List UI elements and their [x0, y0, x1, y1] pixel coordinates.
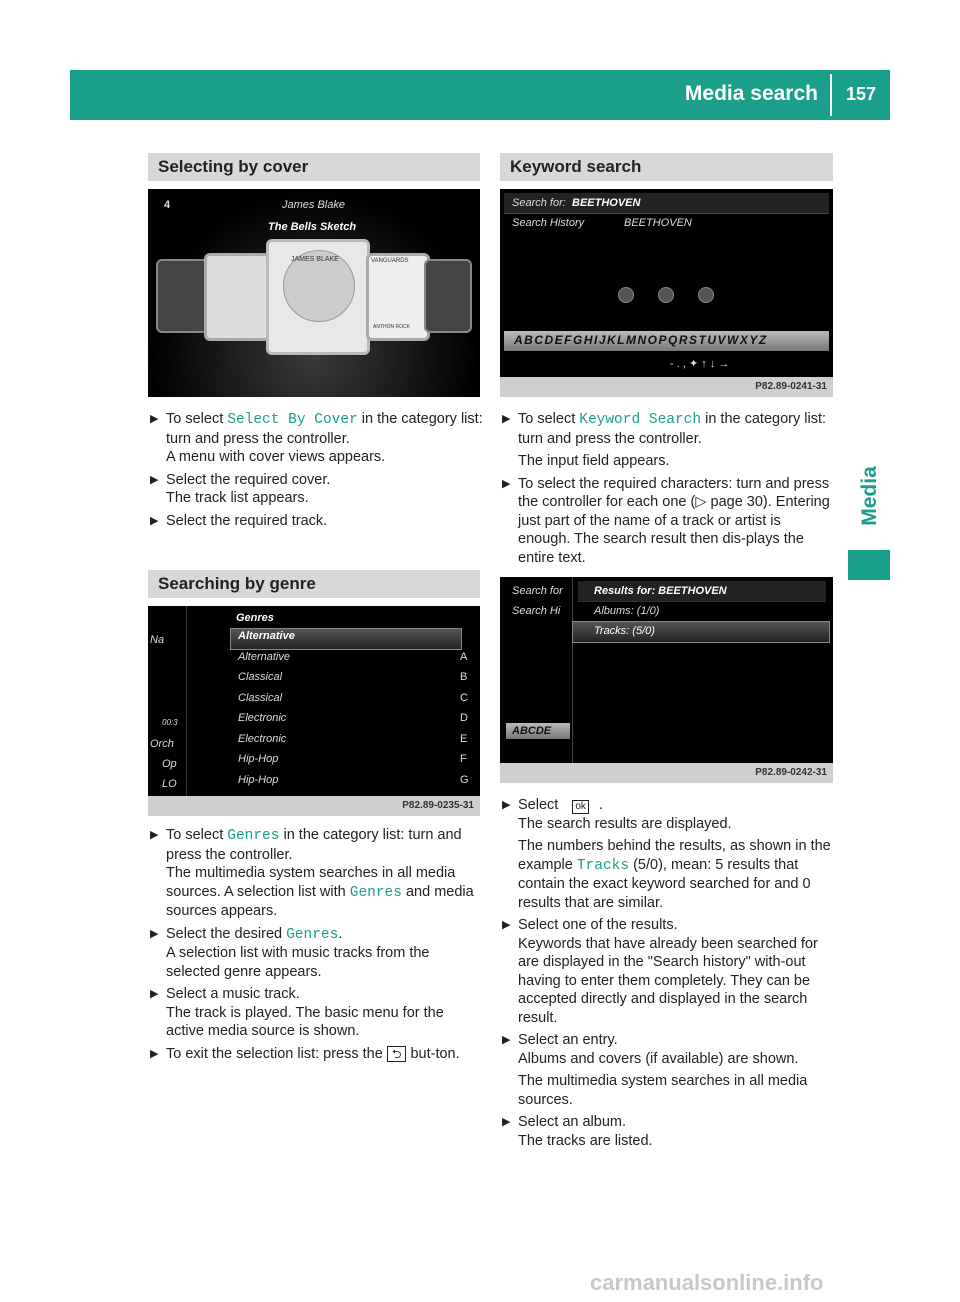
- site-watermark: carmanualsonline.info: [590, 1270, 824, 1295]
- cover-steps: ▶ To select Select By Cover in the category list: turn and press the controller. A menu with cover views appears. ▶ Select the required cover. The track list appears. ▶ Select the required track.: [150, 411, 483, 529]
- genre-screenshot: Genres Na 00:3 Orch Op LO Alternative Alternative A Classical B Classical C Electronic D Electronic E Hip-Hop F Hip-Hop G P82.89-0235-31: [148, 606, 480, 816]
- genre-row: Alternative: [238, 630, 295, 642]
- genre-caption: P82.89-0235-31: [148, 796, 480, 816]
- cover-number: 4: [164, 199, 171, 211]
- page-header: [70, 70, 890, 120]
- keyword-steps-2: ▶ Select ok . The search results are displayed. The numbers behind the results, as shown in the example Tracks (5/0), mean: 5 results that contain the exact keyword searched for and 0 results that are similar. ▶ Select one of the results. Keywords that have already been searched for are displayed in the "Search history" with-out having to enter them completely. They can be accepted directly and displayed in the search result. ▶ Select an entry. Albums and covers (if available) are shown. The multimedia system searches in all media sources. ▶ Select an album. The tracks are listed.: [502, 797, 831, 1149]
- genre-row: Hip-Hop: [238, 753, 279, 765]
- keyword-screenshot-2: Search for Search Hi Results for: BEETHOVEN Albums: (1/0) Tracks: (5/0) ABCDE P82.89-0242-31: [500, 577, 833, 783]
- right-album: VANGUARDS: [371, 258, 409, 264]
- genre-letter: E: [460, 732, 468, 745]
- cover-thumb-1: [156, 259, 210, 333]
- cover-thumb-5: [424, 259, 472, 333]
- genre-letter: C: [460, 691, 468, 704]
- section-heading-cover: Selecting by cover: [148, 153, 480, 181]
- link-keyword-search: Keyword Search: [579, 412, 702, 428]
- genre-row: Alternative: [238, 650, 290, 663]
- cover-thumb-2: [204, 253, 270, 341]
- cover-thumb-4: [366, 253, 430, 341]
- cover-screenshot: [148, 189, 480, 397]
- alphabet-strip: ABCDEFGHIJKLMNOPQRSTUVWXYZ: [514, 333, 768, 347]
- page-number: 157: [845, 84, 876, 104]
- genre-letter: F: [460, 753, 467, 765]
- header-divider: [830, 74, 832, 116]
- side-tab: [848, 440, 890, 580]
- cover-thumb-center: [266, 239, 370, 355]
- ok-icon: ok: [572, 800, 589, 814]
- genre-steps: ▶ To select Genres in the category list: turn and press the controller. The multimedia system searches in all media sources. A selection list with Genres and media sources appears. ▶ Select the desired Genres. A selection list with music tracks from the selected genre appears. ▶ Select a music track. The track is played. The basic menu for the active media source is shown. ▶ To exit the selection list: press the ⮌ but-ton.: [150, 827, 474, 1062]
- header-title: Media search: [684, 82, 818, 105]
- genre-row: Classical: [238, 671, 283, 683]
- keyword-steps: ▶ To select Keyword Search in the category list: turn and press the controller. The input field appears. ▶ To select the required characters: turn and press the controller for each one (▷ page 30). Entering just part of the name of a track or artist is enough. The search result then dis-plays the entire text.: [502, 411, 830, 566]
- back-button-icon: ⮌: [387, 1046, 407, 1062]
- cover-artist: James Blake: [282, 199, 345, 211]
- genre-row: Hip-Hop: [238, 773, 279, 786]
- cover-album: The Bells Sketch: [268, 221, 357, 233]
- keyword-caption-1: P82.89-0241-31: [500, 377, 833, 397]
- keyword-caption-2: P82.89-0242-31: [500, 763, 833, 783]
- genre-letter: B: [460, 671, 468, 683]
- link-select-by-cover: Select By Cover: [227, 412, 358, 428]
- side-tab-block: [848, 550, 890, 580]
- keyword-screenshot-1: Search for: BEETHOVEN Search History BEETHOVEN ABCDEFGHIJKLMNOPQRSTUVWXYZ - . , ✦ ↑ ↓ → P82.89-0241-31: [500, 189, 833, 397]
- genre-letter: D: [460, 712, 468, 724]
- section-heading-keyword: Keyword search: [500, 153, 833, 181]
- genre-row: Classical: [238, 691, 283, 704]
- right-sub: ANTHON ROCK: [373, 324, 410, 330]
- genre-letter: G: [460, 773, 469, 786]
- genre-row: Electronic: [238, 732, 287, 745]
- link-genres: Genres: [227, 828, 280, 844]
- genre-row: Electronic: [238, 712, 287, 724]
- side-tab-label: Media: [858, 465, 881, 526]
- genre-title: Genres: [236, 612, 274, 624]
- genre-letter: A: [460, 650, 468, 663]
- section-heading-genre: Searching by genre: [148, 570, 480, 598]
- disc-artist: JAMES BLAKE: [291, 256, 339, 263]
